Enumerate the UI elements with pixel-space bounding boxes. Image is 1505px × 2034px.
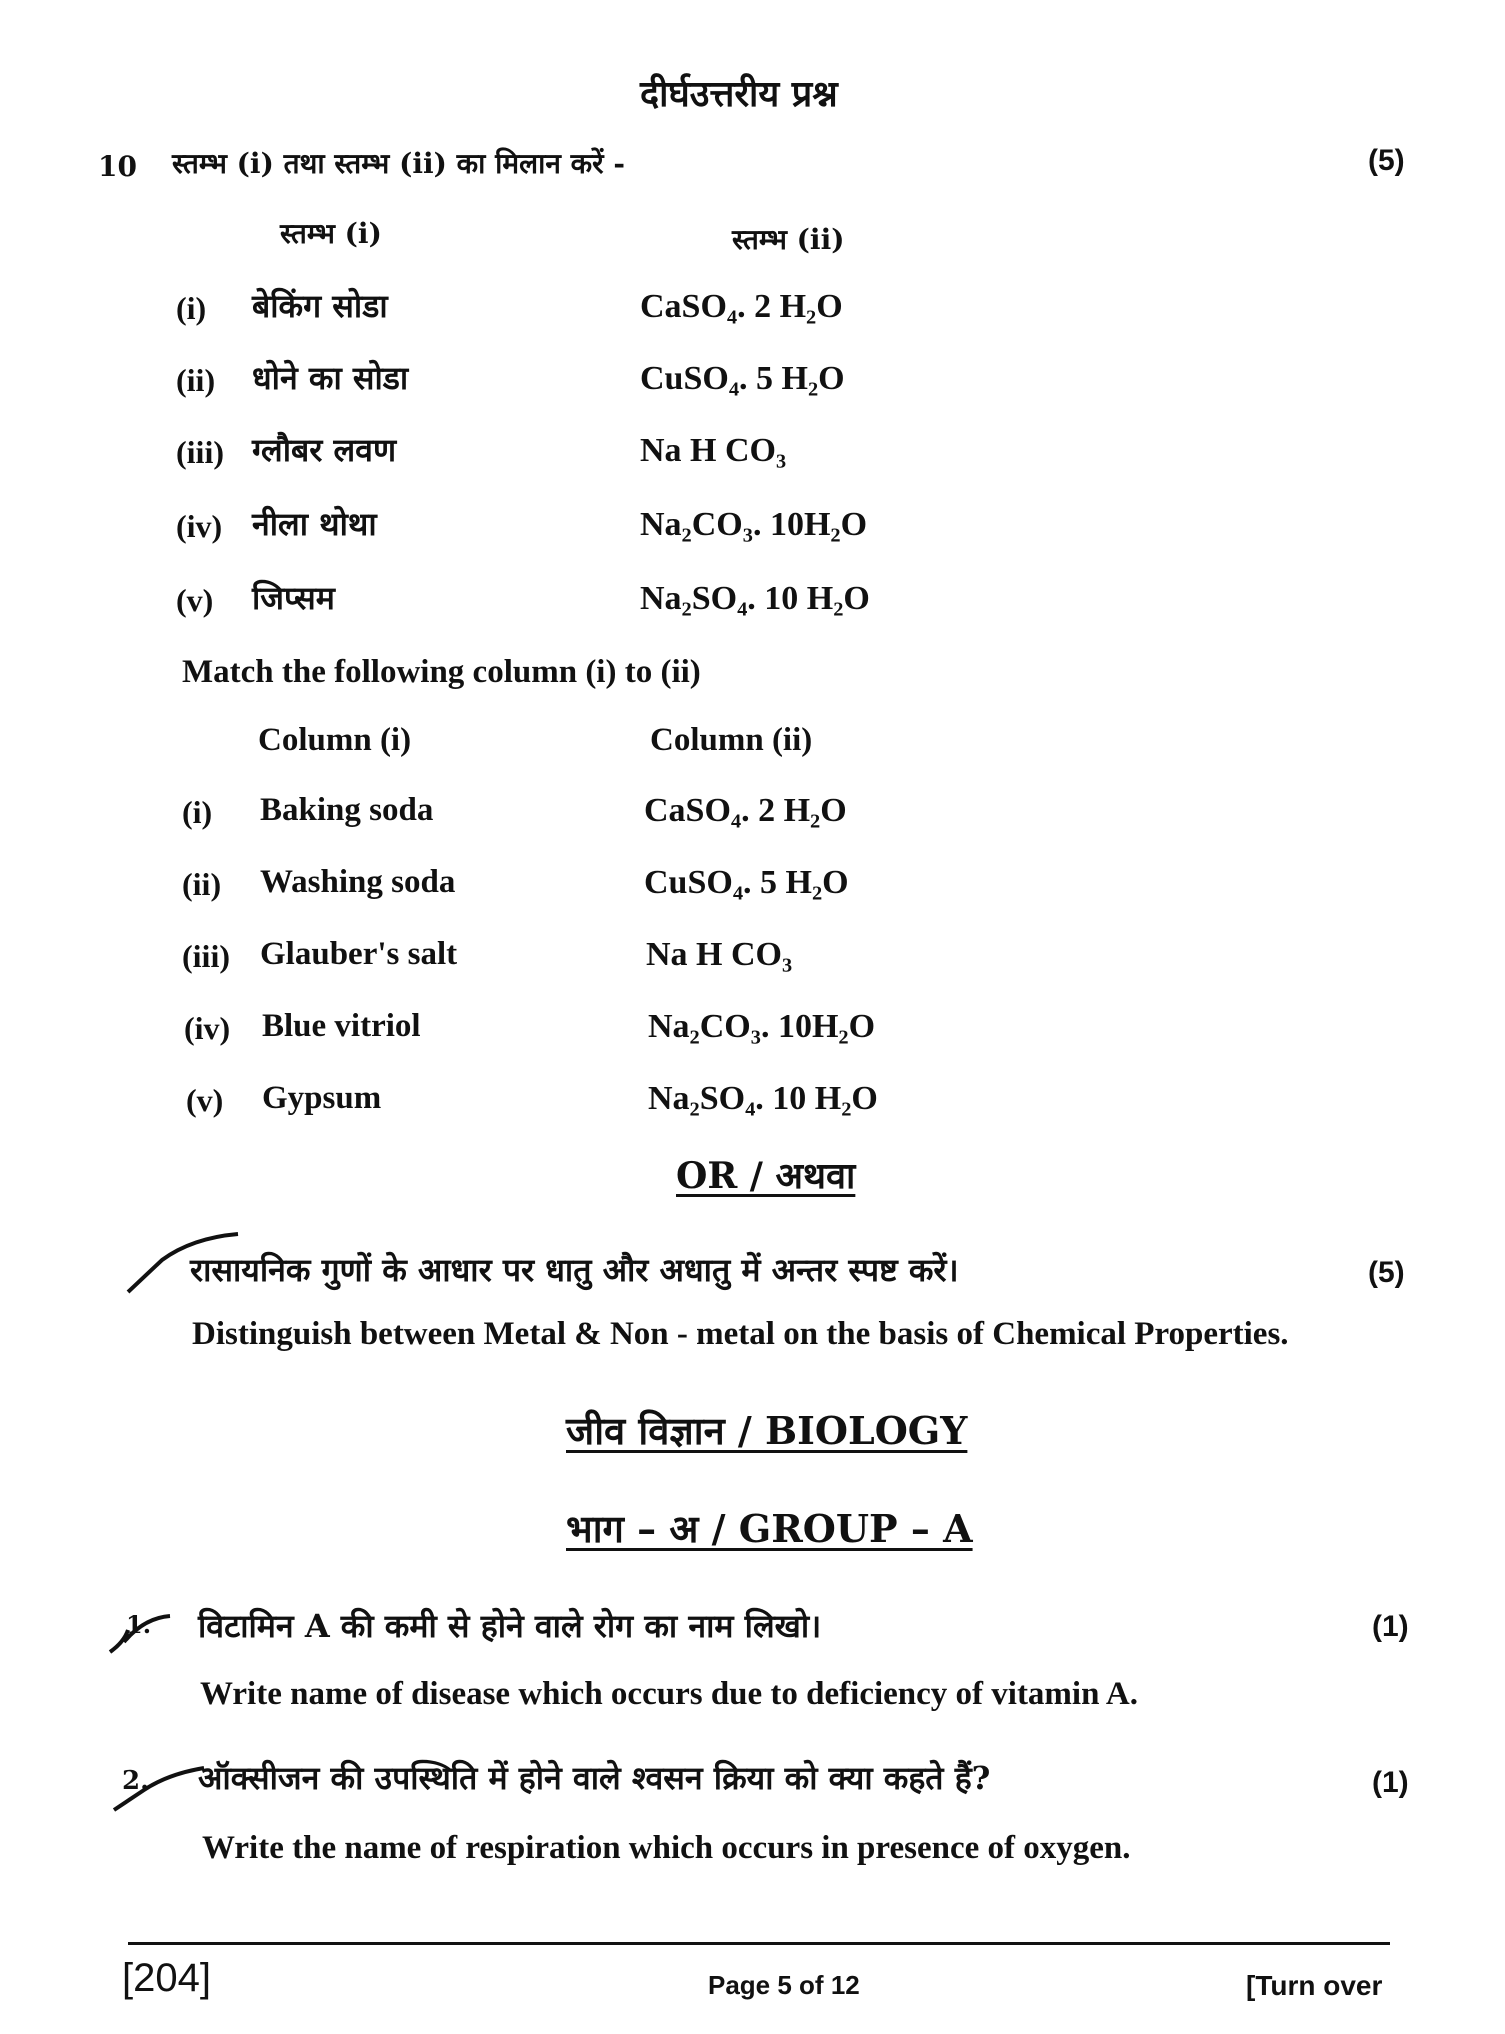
hindi-row-number: (iv) <box>176 508 223 544</box>
alt-question-marks: (5) <box>1368 1256 1405 1289</box>
english-column-head-2: Column (ii) <box>650 722 813 758</box>
english-row-number: (ii) <box>182 866 222 902</box>
hindi-row-item: धोने का सोडा <box>252 359 409 397</box>
footer-divider <box>128 1942 1390 1945</box>
hindi-row-number: (ii) <box>176 362 216 398</box>
hindi-row-number: (v) <box>176 582 214 618</box>
hindi-row-formula: Na₂CO₃. 10H₂O <box>640 506 868 543</box>
hindi-row-item: जिप्सम <box>252 579 335 617</box>
hindi-row-number: (i) <box>176 290 207 326</box>
bio-q1-english: Write name of disease which occurs due to deficiency of vitamin A. <box>200 1676 1138 1712</box>
alt-question-english: Distinguish between Metal & Non - metal on the basis of Chemical Properties. <box>192 1316 1289 1352</box>
english-row-item: Washing soda <box>260 864 456 900</box>
english-row-item: Glauber's salt <box>260 936 458 972</box>
hindi-row-formula: Na₂SO₄. 10 H₂O <box>640 580 870 617</box>
hindi-row-number: (iii) <box>176 434 224 470</box>
bio-q2-english: Write the name of respiration which occurs in presence of oxygen. <box>202 1830 1131 1866</box>
bio-q2-hindi: ऑक्सीजन की उपस्थिति में होने वाले श्वसन क्रिया को क्या कहते हैं? <box>198 1759 991 1797</box>
english-row-formula: CuSO₄. 5 H₂O <box>644 864 849 901</box>
hindi-column-head-1: स्तम्भ (i) <box>280 217 382 250</box>
english-row-number: (v) <box>186 1082 224 1118</box>
section-title: दीर्घउत्तरीय प्रश्न <box>640 73 838 115</box>
alt-question-hindi: रासायनिक गुणों के आधार पर धातु और अधातु में अन्तर स्पष्ट करें। <box>190 1251 959 1289</box>
english-row-formula: CaSO₄. 2 H₂O <box>644 792 847 829</box>
hindi-row-formula: Na H CO₃ <box>640 432 787 469</box>
english-row-number: (iii) <box>182 938 230 974</box>
english-row-formula: Na H CO₃ <box>646 936 793 973</box>
english-row-item: Gypsum <box>262 1080 382 1116</box>
bio-question-number-1: 1. <box>126 1610 152 1639</box>
english-row-item: Blue vitriol <box>262 1008 421 1044</box>
hindi-row-formula: CaSO₄. 2 H₂O <box>640 288 843 325</box>
hindi-row-item: नीला थोथा <box>252 505 377 543</box>
turn-over-label: [Turn over <box>1246 1970 1383 2001</box>
biology-heading: जीव विज्ञान / BIOLOGY <box>566 1408 968 1453</box>
paper-code: [204] <box>122 1956 211 2000</box>
english-row-formula: Na₂CO₃. 10H₂O <box>648 1008 876 1045</box>
hindi-row-item: ग्लौबर लवण <box>252 431 397 469</box>
or-separator: OR / अथवा <box>676 1155 856 1197</box>
question-number-10: 10 <box>98 150 137 183</box>
q10-marks: (5) <box>1368 144 1405 177</box>
page-number: Page 5 of 12 <box>708 1970 860 2000</box>
bio-question-number-2: 2. <box>122 1766 150 1796</box>
english-row-number: (iv) <box>184 1010 231 1046</box>
english-row-formula: Na₂SO₄. 10 H₂O <box>648 1080 878 1117</box>
english-row-item: Baking soda <box>260 792 434 828</box>
bio-q1-marks: (1) <box>1372 1610 1409 1643</box>
bio-q2-marks: (1) <box>1372 1766 1409 1799</box>
q10-instruction-hindi: स्तम्भ (i) तथा स्तम्भ (ii) का मिलान करें - <box>172 147 625 180</box>
bio-q1-hindi: विटामिन A की कमी से होने वाले रोग का नाम लिखो। <box>198 1607 822 1645</box>
hindi-column-head-2: स्तम्भ (ii) <box>732 223 845 256</box>
english-column-head-1: Column (i) <box>258 722 412 758</box>
hindi-row-formula: CuSO₄. 5 H₂O <box>640 360 845 397</box>
check-mark-icon <box>108 1760 208 1816</box>
group-a-heading: भाग – अ / GROUP – A <box>566 1506 973 1551</box>
hindi-row-item: बेकिंग सोडा <box>252 287 388 325</box>
q10-instruction-english: Match the following column (i) to (ii) <box>182 654 701 690</box>
english-row-number: (i) <box>182 794 213 830</box>
